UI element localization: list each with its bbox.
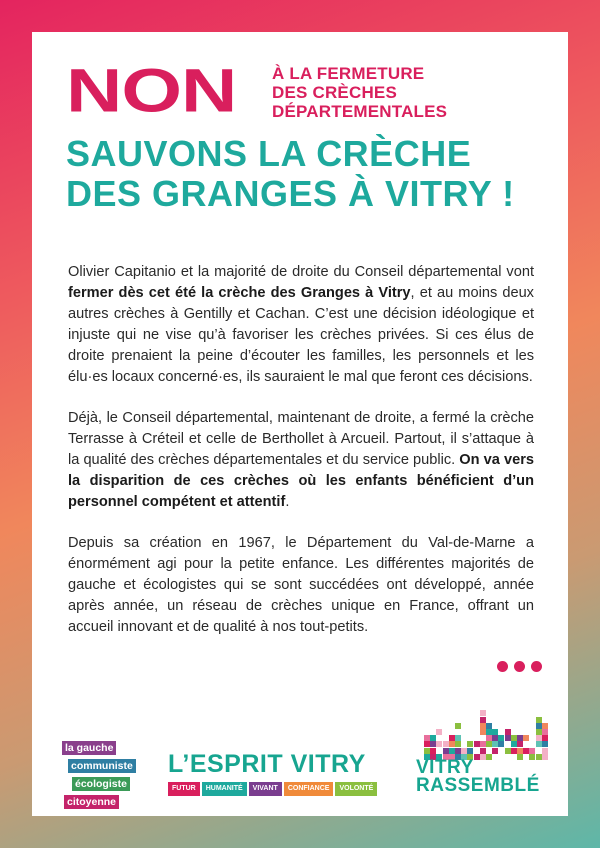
dot-icon: [514, 661, 525, 672]
mosaic-cell: [498, 741, 504, 747]
logo-la-gauche: [62, 738, 134, 810]
body-text: [68, 262, 534, 658]
logo-esprit-tag: FUTUR: [168, 782, 200, 796]
mosaic-cell: [480, 723, 486, 729]
headline: [66, 56, 546, 242]
paragraph-text: Olivier Capitanio et la majorité de droite du Conseil départemental vont: [68, 264, 534, 280]
logo-gauche-line: la gauche: [62, 741, 116, 755]
mosaic-cell: [542, 748, 548, 754]
mosaic-cell: [474, 741, 480, 747]
paragraph: [68, 262, 534, 388]
mosaic-cell: [523, 748, 529, 754]
paragraph-emphasis: On va vers la disparition de ces crèches où les enfants bénéficient d’un personnel compétent et attentif: [68, 452, 534, 510]
mosaic-cell: [536, 717, 542, 723]
mosaic-cell: [492, 748, 498, 754]
mosaic-cell: [480, 729, 486, 735]
mosaic-cell: [461, 748, 467, 754]
mosaic-cell: [449, 741, 455, 747]
mosaic-cell: [486, 754, 492, 760]
mosaic-cell: [536, 741, 542, 747]
logo-esprit-tag: VIVANT: [249, 782, 282, 796]
mosaic-cell: [424, 748, 430, 754]
logo-esprit-tag: VOLONTÉ: [335, 782, 377, 796]
mosaic-cell: [486, 729, 492, 735]
mosaic-cell: [480, 741, 486, 747]
logo-gauche-line: communiste: [68, 759, 136, 773]
mosaic-cell: [498, 735, 504, 741]
headline-subtitle-line: DES CRÈCHES: [272, 83, 398, 102]
mosaic-cell: [536, 723, 542, 729]
paragraph-text: .: [285, 494, 290, 510]
paragraph-text: Depuis sa création en 1967, le Département du Val-de-Marne a énormément agi pour la petite enfance. Les différentes majorités de gauche et écologistes qui se sont succédées ont développé, année après année, un réseau de crèches unique en France, offrant un accueil innovant et de qualité à nos tout-petits.: [68, 535, 534, 635]
mosaic-cell: [467, 741, 473, 747]
mosaic-cell: [529, 748, 535, 754]
headline-save: [66, 134, 515, 214]
mosaic-cell: [542, 741, 548, 747]
mosaic-cell: [542, 729, 548, 735]
mosaic-cell: [517, 741, 523, 747]
mosaic-cell: [436, 741, 442, 747]
mosaic-cell: [430, 741, 436, 747]
logo-esprit-vitry: [168, 751, 392, 796]
logo-rassemble-line: RASSEMBLÉ: [416, 775, 540, 796]
dot-icon: [497, 661, 508, 672]
ellipsis-dots: [497, 661, 542, 672]
mosaic-cell: [517, 748, 523, 754]
mosaic-cell: [474, 754, 480, 760]
logo-esprit-tag: CONFIANCE: [284, 782, 334, 796]
mosaic-cell: [480, 717, 486, 723]
paragraph: [68, 533, 534, 638]
headline-subtitle-line: À LA FERMETURE: [272, 64, 425, 83]
mosaic-cell: [480, 748, 486, 754]
headline-subtitle-line: DÉPARTEMENTALES: [272, 102, 448, 121]
mosaic-cell: [505, 748, 511, 754]
mosaic-cell: [542, 723, 548, 729]
mosaic-cell: [536, 729, 542, 735]
mosaic-cell: [449, 735, 455, 741]
mosaic-cell: [436, 729, 442, 735]
mosaic-cell: [542, 735, 548, 741]
mosaic-cell: [536, 735, 542, 741]
headline-subtitle: [272, 64, 447, 121]
mosaic-cell: [424, 741, 430, 747]
mosaic-cell: [455, 723, 461, 729]
mosaic-cell: [529, 754, 535, 760]
mosaic-cell: [486, 723, 492, 729]
mosaic-cell: [536, 754, 542, 760]
mosaic-cell: [492, 735, 498, 741]
mosaic-cell: [467, 748, 473, 754]
mosaic-cell: [424, 735, 430, 741]
paragraph: [68, 408, 534, 513]
mosaic-cell: [505, 735, 511, 741]
mosaic-cell: [486, 735, 492, 741]
mosaic-cell: [455, 735, 461, 741]
mosaic-cell: [455, 748, 461, 754]
mosaic-cell: [480, 710, 486, 716]
mosaic-cell: [511, 741, 517, 747]
logo-esprit-title: L’ESPRIT VITRY: [168, 750, 366, 778]
mosaic-cell: [449, 748, 455, 754]
mosaic-cell: [430, 735, 436, 741]
logo-vitry-rassemble: [416, 714, 554, 798]
mosaic-cell: [517, 754, 523, 760]
headline-save-line: SAUVONS LA CRÈCHE: [66, 133, 472, 174]
mosaic-cell: [455, 741, 461, 747]
logo-rassemble-line: VITRY: [416, 757, 474, 778]
paragraph-text: , et au moins deux autres crèches à Gentilly et Cachan. C’est une décision idéologique et injuste qui ne vise qu’à favoriser les crèches privées. Si ces élus de droite prenaient la peine d’écouter les familles, les personnels et les élu·es locaux concerné·es, ils sauraient le mal que feront ces décisions.: [68, 285, 534, 385]
mosaic-cell: [480, 754, 486, 760]
flyer-page: [32, 32, 568, 816]
mosaic-cell: [443, 741, 449, 747]
logo-gauche-line: écologiste: [72, 777, 130, 791]
mosaic-cell: [492, 741, 498, 747]
mosaic-cell: [511, 748, 517, 754]
mosaic-cell: [517, 735, 523, 741]
mosaic-cell: [443, 748, 449, 754]
mosaic-cell: [430, 748, 436, 754]
logo-esprit-tags: [168, 782, 392, 796]
mosaic-cell: [511, 735, 517, 741]
paragraph-emphasis: fermer dès cet été la crèche des Granges à Vitry: [68, 285, 411, 301]
headline-save-line: DES GRANGES À VITRY !: [66, 173, 515, 214]
dot-icon: [531, 661, 542, 672]
mosaic-cell: [492, 729, 498, 735]
mosaic-cell: [505, 729, 511, 735]
logo-esprit-tag: HUMANITÉ: [202, 782, 247, 796]
paragraph-text: Déjà, le Conseil départemental, maintenant de droite, a fermé la crèche Terrasse à Créteil et celle de Berthollet à Arcueil. Partout, il s’attaque à la qualité des crèches départementales et du service public.: [68, 410, 534, 468]
mosaic-cell: [523, 735, 529, 741]
headline-non: NON: [66, 56, 237, 125]
mosaic-cell: [486, 741, 492, 747]
mosaic-cell: [542, 754, 548, 760]
logo-gauche-line: citoyenne: [64, 795, 119, 809]
